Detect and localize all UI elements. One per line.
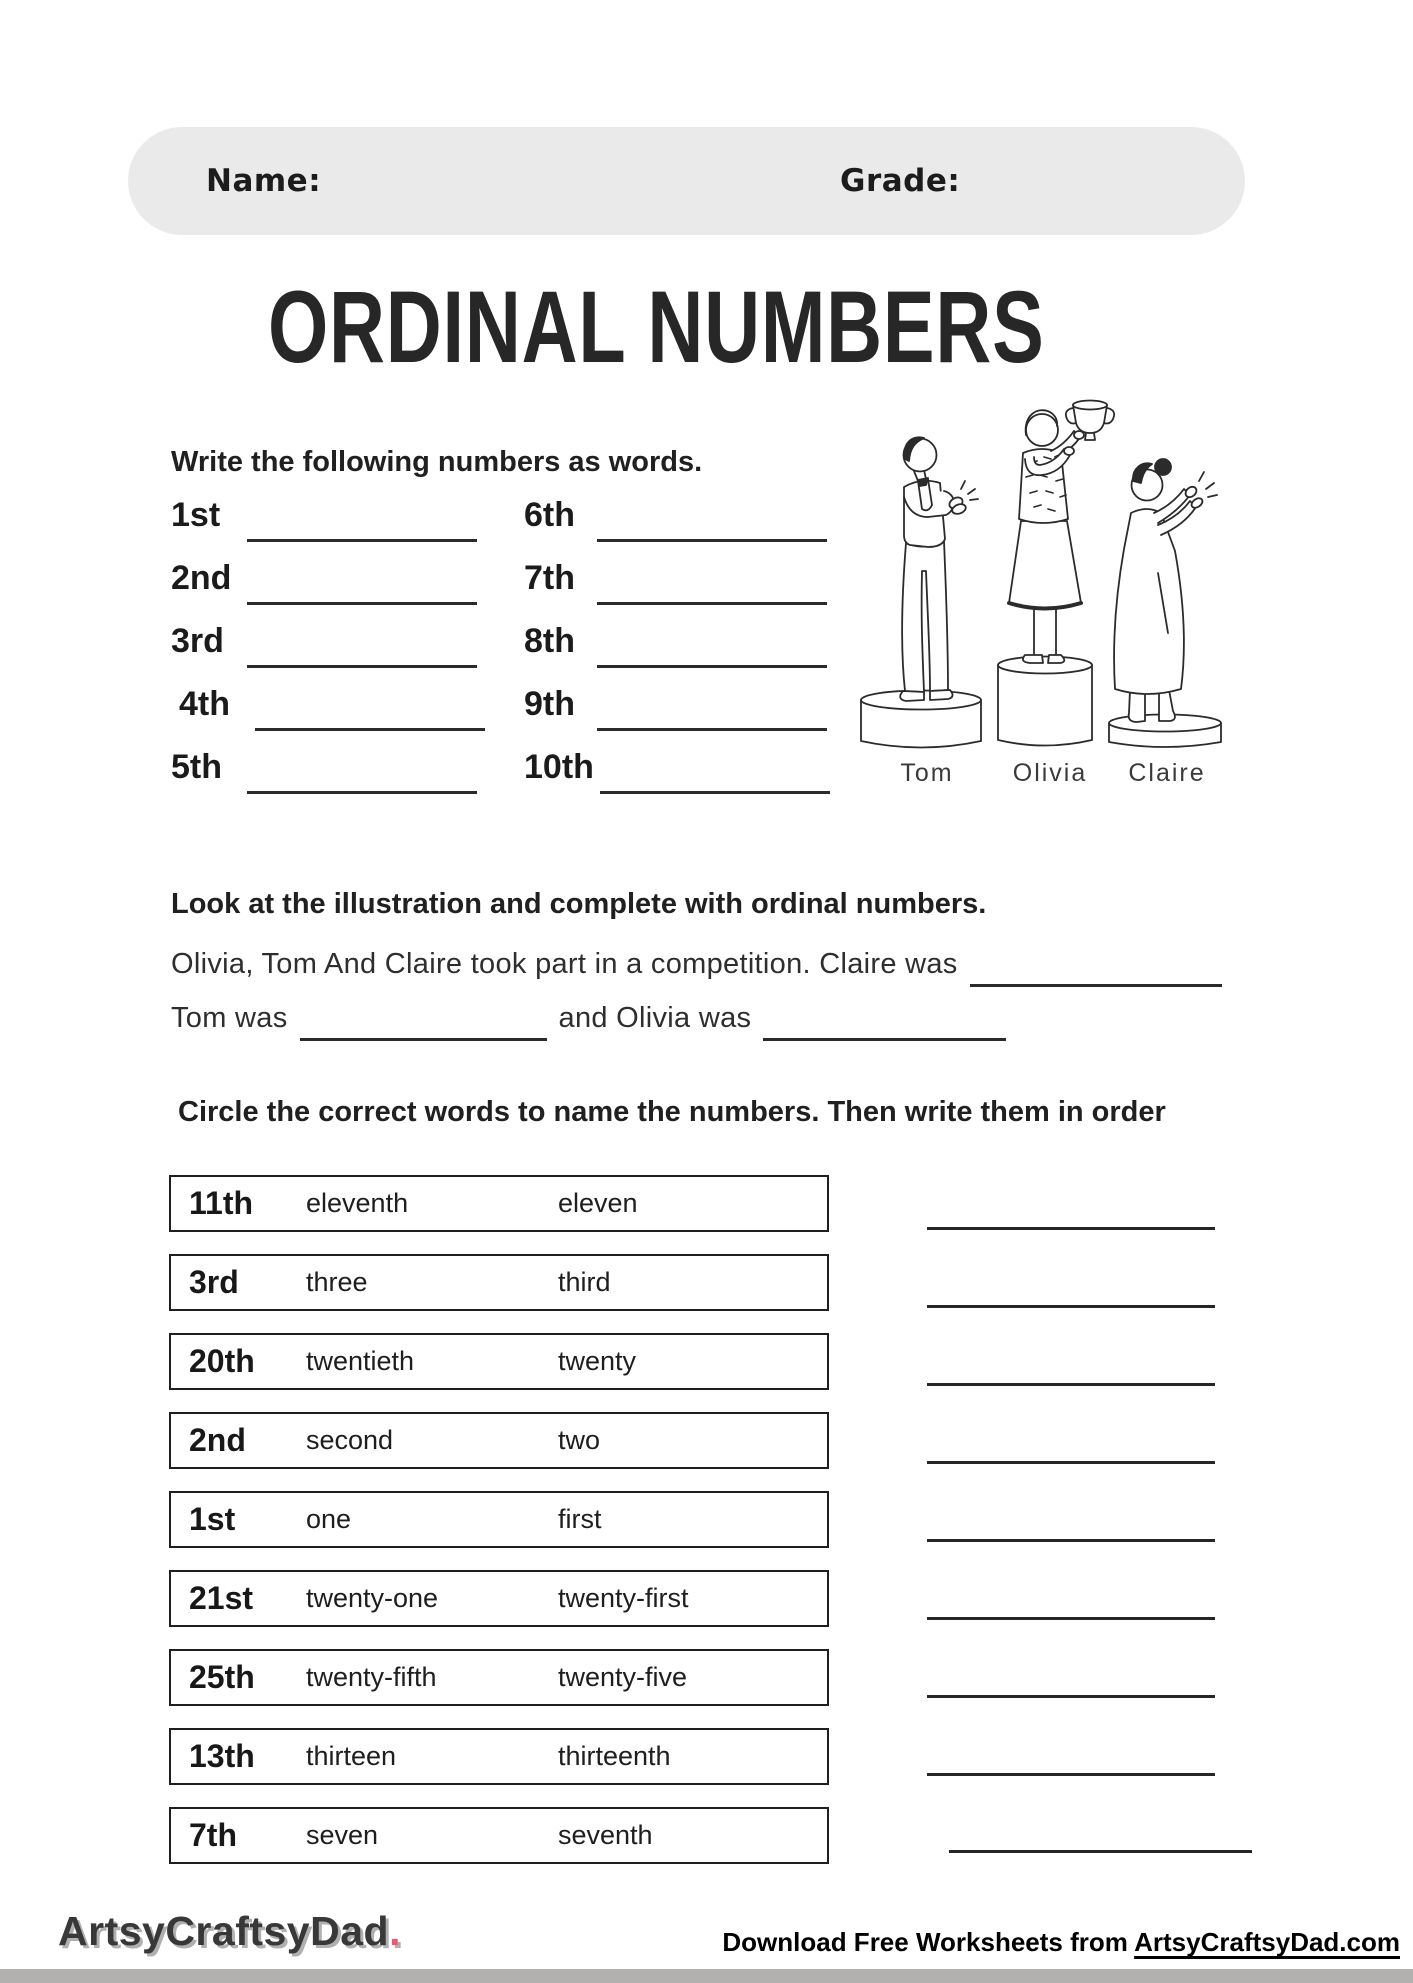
winners-illustration xyxy=(858,393,1268,805)
answer-blank[interactable] xyxy=(597,602,827,605)
row-ordinal: 21st xyxy=(189,1580,254,1616)
download-note xyxy=(722,1927,1400,1958)
answer-blank[interactable] xyxy=(255,728,485,731)
section3-instruction: Circle the correct words to name the numbers. Then write them in order xyxy=(178,1096,1166,1128)
row-ordinal: 13th xyxy=(189,1738,255,1774)
ordinal-item xyxy=(524,738,830,784)
choice-row xyxy=(169,1570,829,1627)
ordinal-label: 4th xyxy=(179,685,230,723)
podium-people-drawing xyxy=(858,393,1268,805)
answer-blank[interactable] xyxy=(597,539,827,542)
row-ordinal: 7th xyxy=(189,1817,237,1853)
ordinal-label: 8th xyxy=(524,622,575,660)
order-blank[interactable] xyxy=(927,1305,1215,1308)
choice-row xyxy=(169,1491,829,1548)
sentence-2-text-a: Tom was xyxy=(171,1002,288,1034)
ordinal-item xyxy=(524,549,827,595)
olivia-answer-blank[interactable] xyxy=(763,1034,1006,1041)
row-option-1[interactable]: second xyxy=(306,1425,394,1455)
row-ordinal: 3rd xyxy=(189,1264,239,1300)
sentence-1 xyxy=(171,948,1234,981)
ordinal-label: 6th xyxy=(524,496,575,534)
row-option-1[interactable]: one xyxy=(306,1504,352,1534)
ordinal-label: 5th xyxy=(171,748,222,786)
tom-answer-blank[interactable] xyxy=(300,1034,547,1041)
sentence-1-text: Olivia, Tom And Claire took part in a competition. Claire was xyxy=(171,948,958,980)
choice-row xyxy=(169,1807,829,1864)
brand-logo-dot: . xyxy=(389,1908,401,1954)
answer-blank[interactable] xyxy=(597,665,827,668)
choice-row xyxy=(169,1175,829,1232)
sentence-2-text-b: and Olivia was xyxy=(558,1002,752,1034)
row-ordinal: 1st xyxy=(189,1501,236,1537)
podium-name-tom: Tom xyxy=(900,759,954,787)
row-option-2[interactable]: twenty xyxy=(558,1346,637,1376)
row-option-2[interactable]: first xyxy=(558,1504,602,1534)
ordinal-label: 9th xyxy=(524,685,575,723)
order-blank[interactable] xyxy=(927,1773,1215,1776)
ordinal-label: 2nd xyxy=(171,559,232,597)
ordinal-item xyxy=(524,486,827,532)
row-ordinal: 20th xyxy=(189,1343,255,1379)
download-text: Download Free Worksheets from xyxy=(722,1927,1135,1957)
order-blank[interactable] xyxy=(927,1461,1215,1464)
ordinal-item xyxy=(171,675,485,721)
row-option-2[interactable]: seventh xyxy=(558,1820,653,1850)
brand-logo-text: ArtsyCraftsyDad xyxy=(58,1908,390,1954)
row-option-1[interactable]: thirteen xyxy=(306,1741,397,1771)
section2-instruction: Look at the illustration and complete with ordinal numbers. xyxy=(171,888,987,920)
answer-blank[interactable] xyxy=(247,791,477,794)
order-blank[interactable] xyxy=(949,1850,1252,1853)
order-blank[interactable] xyxy=(927,1539,1215,1542)
row-option-1[interactable]: seven xyxy=(306,1820,379,1850)
ordinal-item xyxy=(171,738,477,784)
choice-row xyxy=(169,1412,829,1469)
ordinal-label: 10th xyxy=(524,748,594,786)
podium-name-claire: Claire xyxy=(1128,759,1206,787)
answer-blank[interactable] xyxy=(600,791,830,794)
row-option-1[interactable]: twenty-fifth xyxy=(306,1662,437,1692)
choice-row xyxy=(169,1333,829,1390)
choice-table xyxy=(169,1175,829,1886)
row-option-1[interactable]: three xyxy=(306,1267,368,1297)
row-option-2[interactable]: twenty-first xyxy=(558,1583,689,1613)
bottom-bar xyxy=(0,1969,1413,1983)
download-link[interactable]: ArtsyCraftsyDad.com xyxy=(1134,1927,1400,1957)
row-option-2[interactable]: eleven xyxy=(558,1188,638,1218)
ordinal-item xyxy=(524,675,827,721)
order-blank[interactable] xyxy=(927,1227,1215,1230)
figure-tom xyxy=(900,437,978,701)
row-ordinal: 11th xyxy=(189,1185,254,1221)
choice-row xyxy=(169,1728,829,1785)
ordinal-item xyxy=(171,612,477,658)
row-option-1[interactable]: twenty-one xyxy=(306,1583,439,1613)
row-option-2[interactable]: thirteenth xyxy=(558,1741,671,1771)
answer-blank[interactable] xyxy=(247,539,477,542)
ordinal-label: 3rd xyxy=(171,622,224,660)
claire-answer-blank[interactable] xyxy=(970,980,1222,987)
ordinal-item xyxy=(171,486,477,532)
podium-olivia xyxy=(998,657,1092,746)
ordinal-item xyxy=(524,612,827,658)
order-blank[interactable] xyxy=(927,1695,1215,1698)
name-label: Name: xyxy=(206,163,322,199)
podium-name-olivia: Olivia xyxy=(1012,759,1088,787)
name-grade-bar xyxy=(128,127,1245,235)
answer-blank[interactable] xyxy=(597,728,827,731)
ordinal-label: 7th xyxy=(524,559,575,597)
page-title: ORDINAL NUMBERS xyxy=(268,270,1045,384)
row-option-2[interactable]: twenty-five xyxy=(558,1662,688,1692)
figure-olivia xyxy=(1009,401,1114,664)
answer-blank[interactable] xyxy=(247,602,477,605)
row-option-2[interactable]: third xyxy=(558,1267,611,1297)
answer-blank[interactable] xyxy=(247,665,477,668)
figure-claire xyxy=(1114,459,1217,722)
sentence-2 xyxy=(171,1002,1018,1035)
order-blank[interactable] xyxy=(927,1617,1215,1620)
row-ordinal: 25th xyxy=(189,1659,255,1695)
ordinal-label: 1st xyxy=(171,496,221,534)
choice-row xyxy=(169,1254,829,1311)
row-option-1[interactable]: eleventh xyxy=(306,1188,409,1218)
row-option-1[interactable]: twentieth xyxy=(306,1346,415,1376)
row-ordinal: 2nd xyxy=(189,1422,246,1458)
row-option-2[interactable]: two xyxy=(558,1425,601,1455)
choice-row xyxy=(169,1649,829,1706)
ordinal-item xyxy=(171,549,477,595)
section1-instruction: Write the following numbers as words. xyxy=(171,446,703,478)
grade-label: Grade: xyxy=(840,163,961,199)
order-blank[interactable] xyxy=(927,1383,1215,1386)
brand-logo xyxy=(58,1908,401,1955)
